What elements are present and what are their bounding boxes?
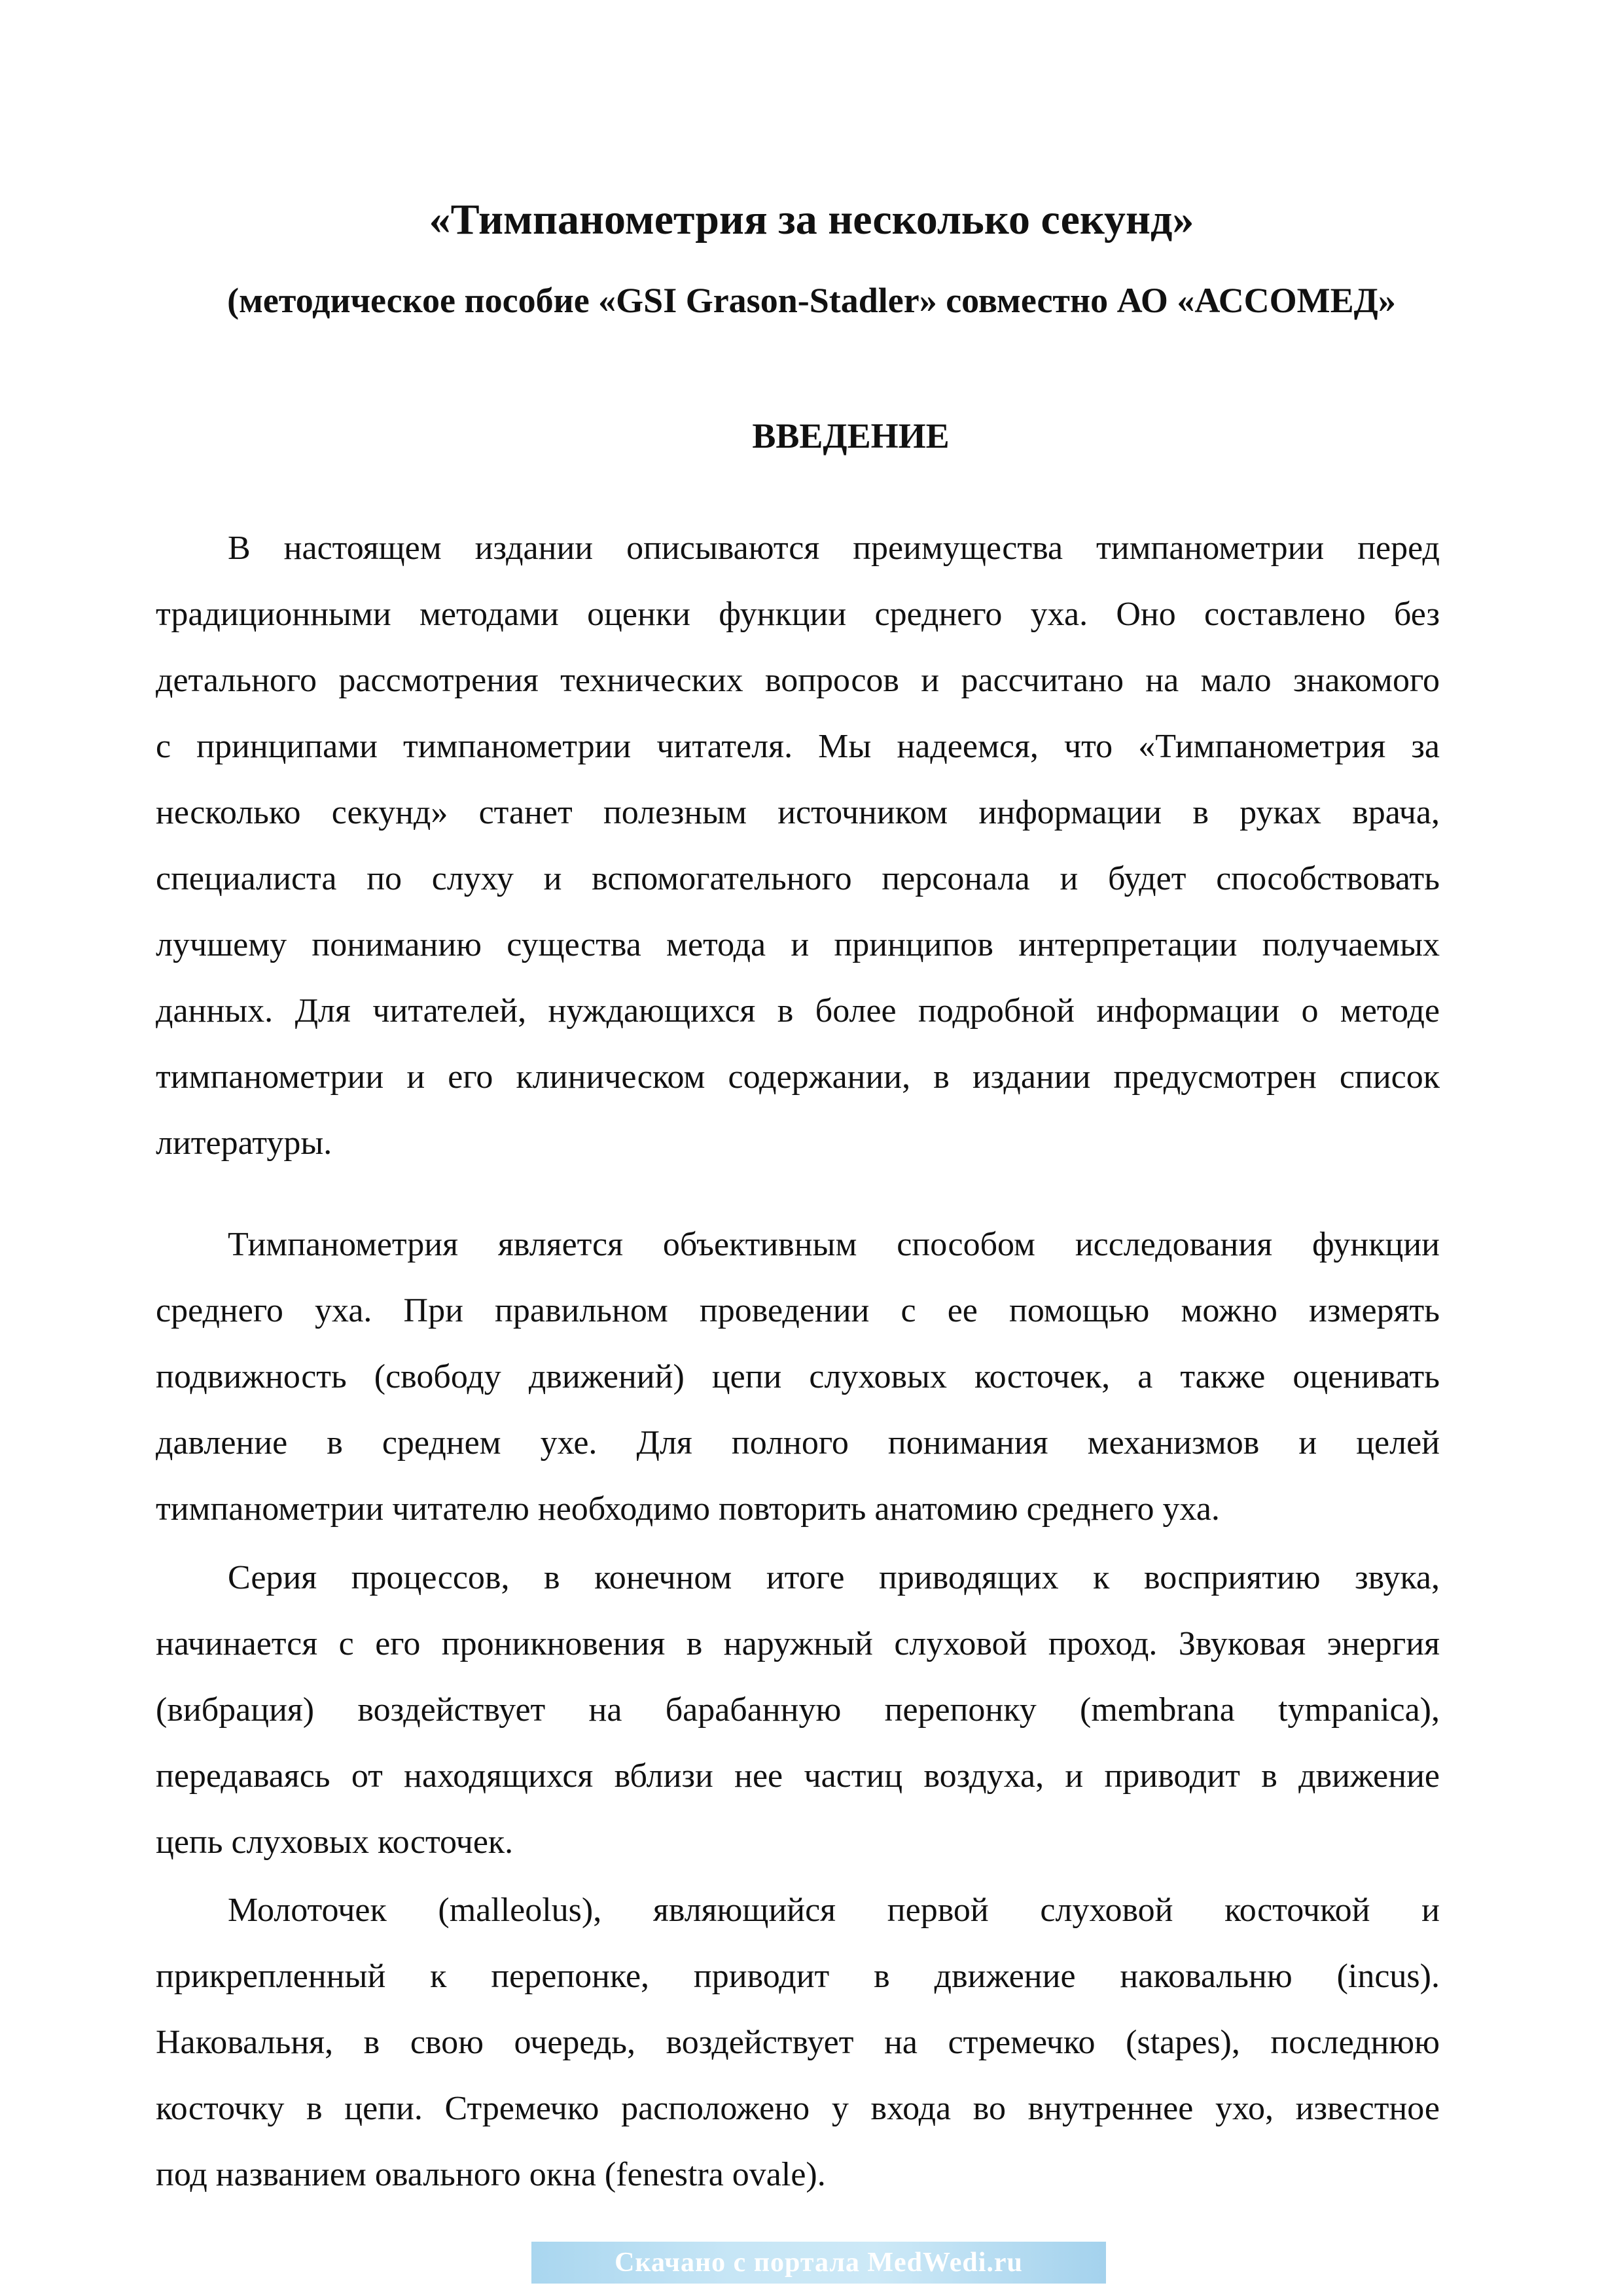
watermark-text: Скачано с портала MedWedi.ru xyxy=(615,2248,1023,2278)
paragraph-line: Молоточек (malleolus), являющийся первой слуховой косточкой и xyxy=(228,1892,1440,1929)
paragraph-line: лучшему пониманию существа метода и принципов интерпретации получаемых xyxy=(156,926,1440,963)
download-watermark-banner xyxy=(531,2242,1106,2284)
paragraph-line: литературы. xyxy=(156,1124,332,1162)
paragraph-line: (вибрация) воздействует на барабанную перепонку (membrana tympanica), xyxy=(156,1691,1440,1729)
section-heading: ВВЕДЕНИЕ xyxy=(752,416,950,456)
paragraph-line: традиционными методами оценки функции среднего уха. Оно составлено без xyxy=(156,596,1440,633)
document-title: «Тимпанометрия за несколько секунд» xyxy=(429,196,1194,243)
paragraph-line: В настоящем издании описываются преимущества тимпанометрии перед xyxy=(228,529,1440,567)
paragraph-line: тимпанометрии читателю необходимо повторить анатомию среднего уха. xyxy=(156,1490,1220,1528)
paragraph-line: тимпанометрии и его клиническом содержании, в издании предусмотрен список xyxy=(156,1058,1440,1096)
paragraph-line: с принципами тимпанометрии читателя. Мы надеемся, что «Тимпанометрия за xyxy=(156,728,1440,765)
paragraph-tympanometry xyxy=(156,1211,1440,1542)
paragraph-sound-process xyxy=(156,1545,1440,1875)
paragraph-line: давление в среднем ухе. Для полного понимания механизмов и целей xyxy=(156,1424,1440,1462)
paragraph-line: специалиста по слуху и вспомогательного персонала и будет способствовать xyxy=(156,860,1440,897)
paragraph-line: среднего уха. При правильном проведении с ее помощью можно измерять xyxy=(156,1292,1440,1329)
paragraph-line: передаваясь от находящихся вблизи нее частиц воздуха, и приводит в движение xyxy=(156,1757,1440,1795)
paragraph-line: Тимпанометрия является объективным способом исследования функции xyxy=(228,1226,1440,1263)
paragraph-intro xyxy=(156,515,1440,1176)
paragraph-line: начинается с его проникновения в наружный слуховой проход. Звуковая энергия xyxy=(156,1625,1440,1662)
paragraph-line: прикрепленный к перепонке, приводит в движение наковальню (incus). xyxy=(156,1958,1440,1995)
paragraph-line: данных. Для читателей, нуждающихся в более подробной информации о методе xyxy=(156,992,1440,1030)
paragraph-line: под названием овального окна (fenestra ovale). xyxy=(156,2156,826,2193)
paragraph-line: косточку в цепи. Стремечко расположено у входа во внутреннее ухо, известное xyxy=(156,2090,1440,2127)
paragraph-line: несколько секунд» станет полезным источником информации в руках врача, xyxy=(156,794,1440,831)
paragraph-line: цепь слуховых косточек. xyxy=(156,1823,514,1861)
paragraph-line: Наковальня, в свою очередь, воздействует на стремечко (stapes), последнюю xyxy=(156,2024,1440,2061)
paragraph-line: подвижность (свободу движений) цепи слуховых косточек, а также оценивать xyxy=(156,1358,1440,1395)
paragraph-line: детального рассмотрения технических вопросов и рассчитано на мало знакомого xyxy=(156,662,1440,699)
paragraph-ossicles xyxy=(156,1877,1440,2208)
paragraph-line: Серия процессов, в конечном итоге приводящих к восприятию звука, xyxy=(228,1559,1440,1596)
document-subtitle: (методическое пособие «GSI Grason-Stadler» совместно АО «АССОМЕД» xyxy=(227,281,1396,320)
